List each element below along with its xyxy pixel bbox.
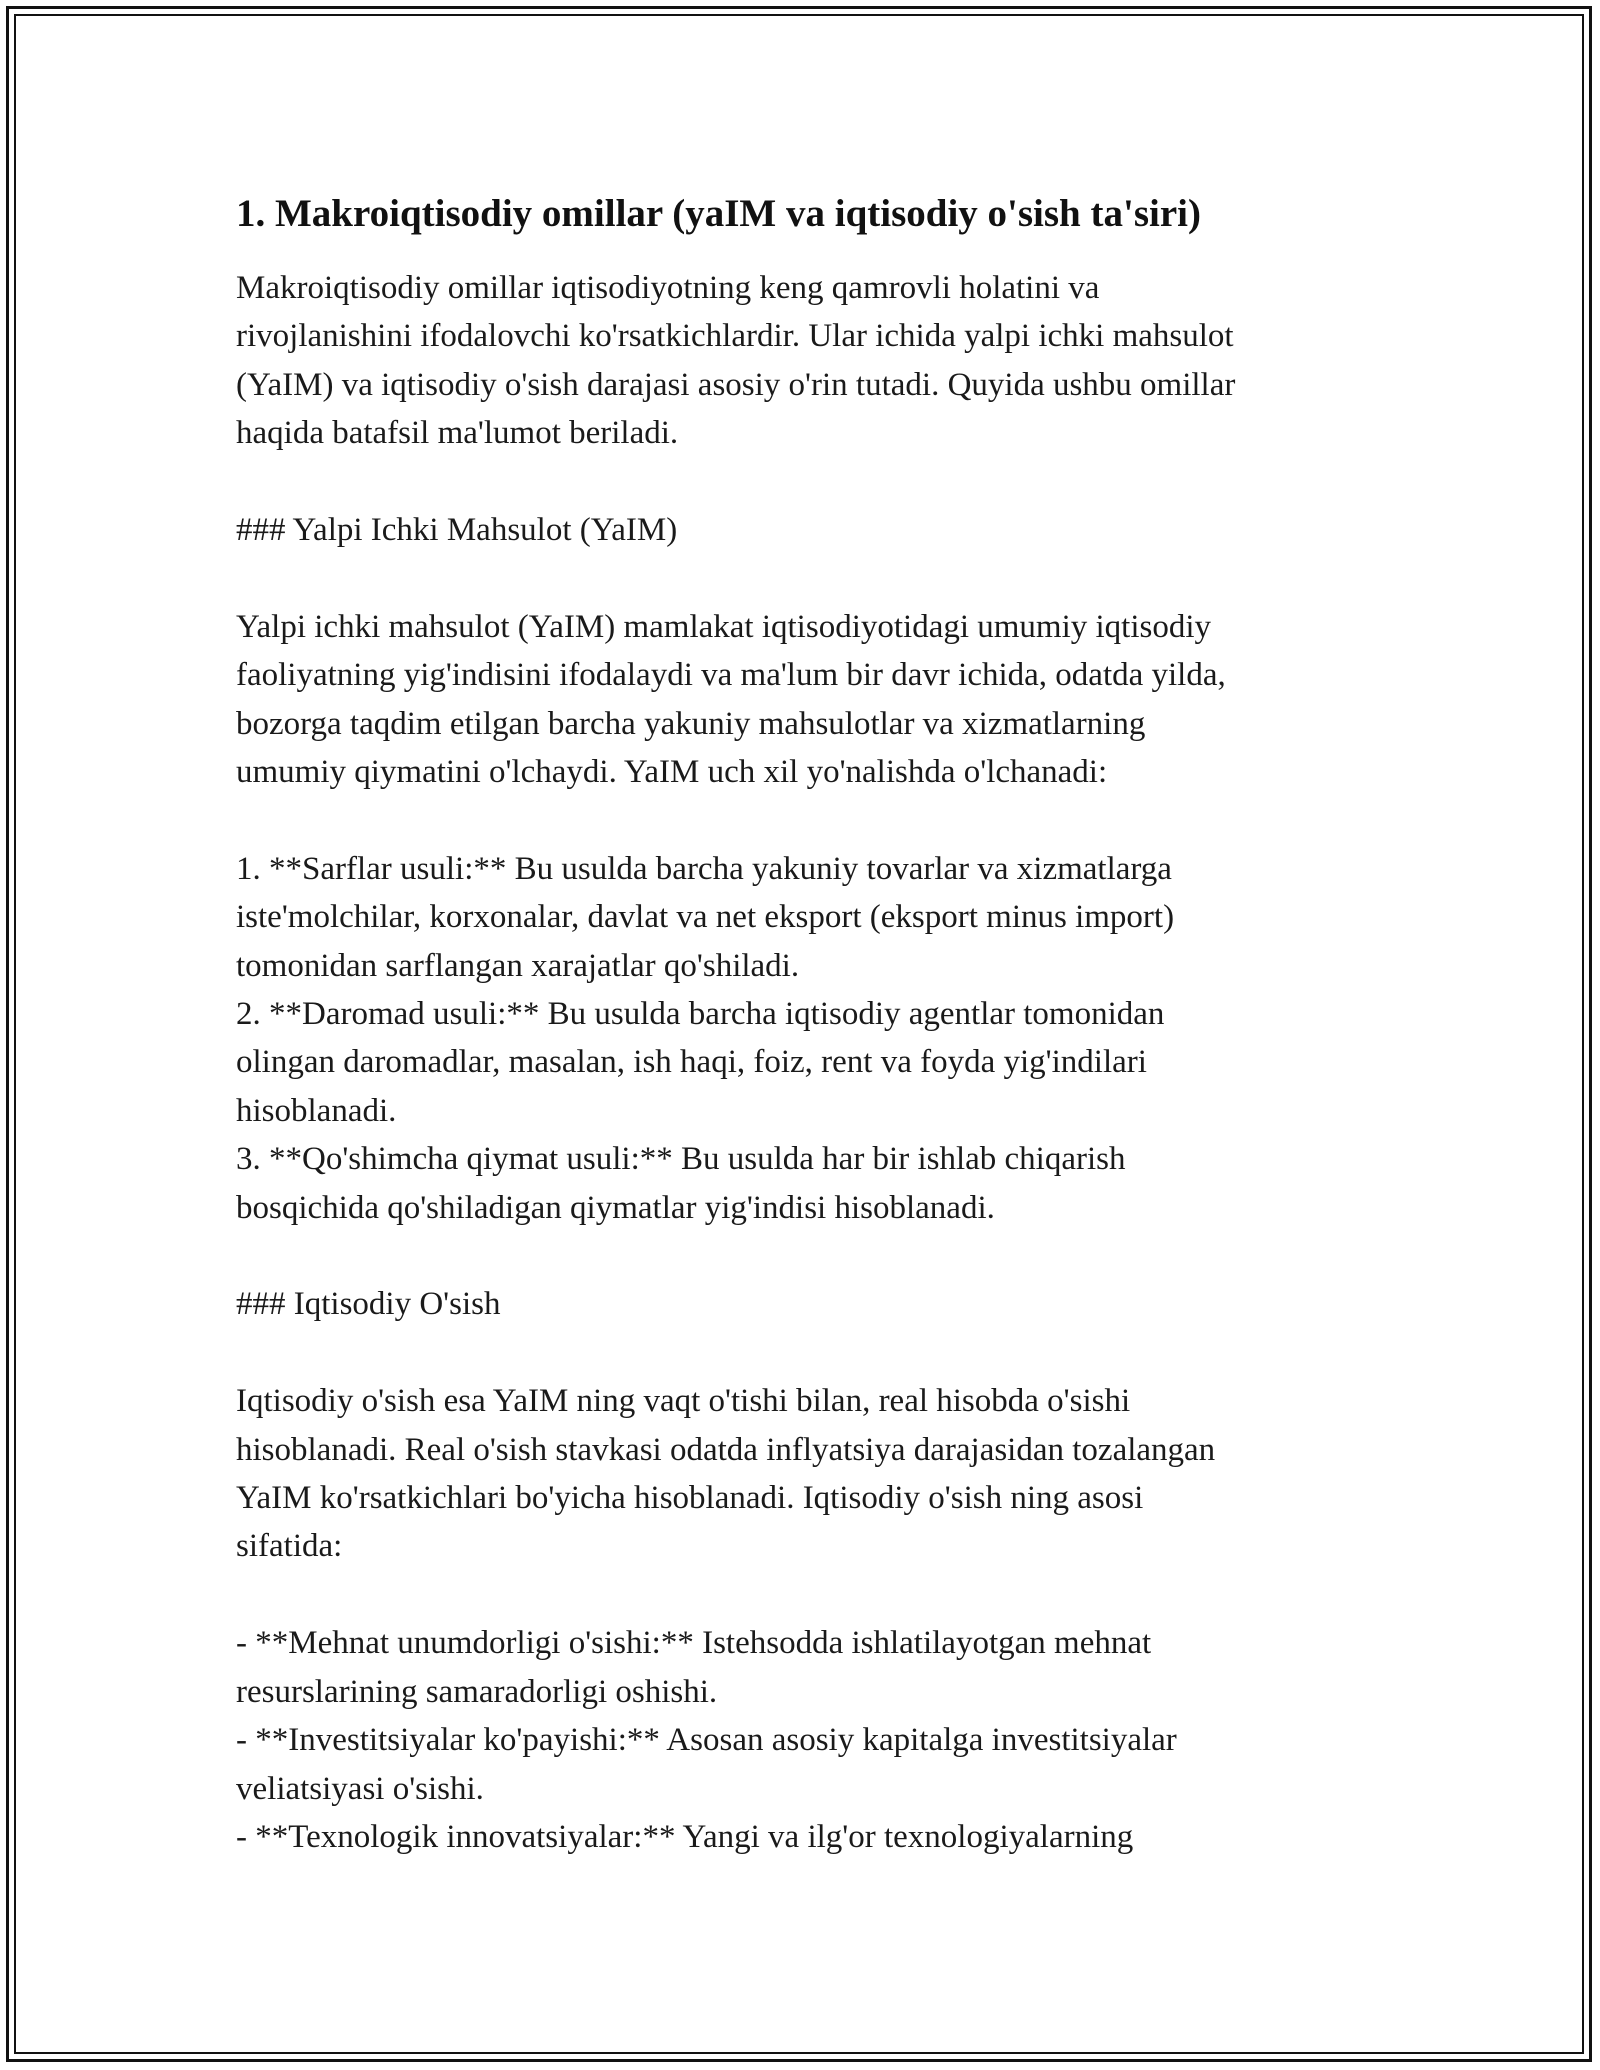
section-heading-gdp: ### Yalpi Ichki Mahsulot (YaIM) — [236, 512, 678, 549]
growth-paragraph — [236, 1377, 1376, 1571]
section-heading-growth: ### Iqtisodiy O'sish — [236, 1286, 501, 1323]
blank-line — [236, 1232, 1376, 1280]
list-item-continuation: veliatsiyasi o'sishi. — [236, 1770, 484, 1807]
text-line: rivojlanishini ifodalovchi ko'rsatkichlardir. Ular ichida yalpi ichki mahsulot — [236, 318, 1234, 355]
text-line: umumiy qiymatini o'lchaydi. YaIM uch xil yo'nalishda o'lchanadi: — [236, 754, 1108, 791]
gdp-paragraph — [236, 603, 1376, 797]
text-line: sifatida: — [236, 1528, 343, 1565]
text-line: haqida batafsil ma'lumot beriladi. — [236, 415, 679, 452]
intro-paragraph — [236, 264, 1376, 458]
list-item: 1. **Sarflar usuli:** Bu usulda barcha yakuniy tovarlar va xizmatlarga — [236, 850, 1172, 887]
blank-line — [236, 1571, 1376, 1619]
text-line: (YaIM) va iqtisodiy o'sish darajasi asosiy o'rin tutadi. Quyida ushbu omillar — [236, 366, 1236, 403]
document-title: 1. Makroiqtisodiy omillar (yaIM va iqtisodiy o'sish ta'siri) — [236, 192, 1201, 235]
text-line: Makroiqtisodiy omillar iqtisodiyotning keng qamrovli holatini va — [236, 270, 1100, 306]
list-item-continuation: bosqichida qo'shiladigan qiymatlar yig'indisi hisoblanadi. — [236, 1189, 995, 1226]
list-item: 2. **Daromad usuli:** Bu usulda barcha iqtisodiy agentlar tomonidan — [236, 996, 1165, 1033]
list-item-continuation: resurslarining samaradorligi oshishi. — [236, 1673, 718, 1710]
factors-list — [236, 1619, 1376, 1861]
list-item-continuation: hisoblanadi. — [236, 1092, 397, 1129]
text-line: hisoblanadi. Real o'sish stavkasi odatda inflyatsiya darajasidan tozalangan — [236, 1431, 1216, 1468]
blank-line — [236, 458, 1376, 506]
text-line: faoliyatning yig'indisini ifodalaydi va ma'lum bir davr ichida, odatda yilda, — [236, 657, 1226, 694]
text-line: Yalpi ichki mahsulot (YaIM) mamlakat iqtisodiyotidagi umumiy iqtisodiy — [236, 608, 1212, 645]
list-item: - **Investitsiyalar ko'payishi:** Asosan asosiy kapitalga investitsiyalar — [236, 1722, 1177, 1759]
list-item: - **Texnologik innovatsiyalar:** Yangi va ilg'or texnologiyalarning — [236, 1818, 1134, 1855]
list-item-continuation: tomonidan sarflangan xarajatlar qo'shiladi. — [236, 947, 800, 984]
list-item: - **Mehnat unumdorligi o'sishi:** Istehsodda ishlatilayotgan mehnat — [236, 1625, 1152, 1662]
methods-list — [236, 845, 1376, 1232]
blank-line — [236, 1329, 1376, 1377]
document-body — [236, 188, 1376, 1861]
text-line: YaIM ko'rsatkichlari bo'yicha hisoblanadi. Iqtisodiy o'sish ning asosi — [236, 1480, 1144, 1517]
list-item-continuation: olingan daromadlar, masalan, ish haqi, foiz, rent va foyda yig'indilari — [236, 1044, 1147, 1081]
blank-line — [236, 796, 1376, 844]
text-line: Iqtisodiy o'sish esa YaIM ning vaqt o'tishi bilan, real hisobda o'sishi — [236, 1383, 1131, 1420]
text-line: bozorga taqdim etilgan barcha yakuniy mahsulotlar va xizmatlarning — [236, 705, 1146, 742]
list-item: 3. **Qo'shimcha qiymat usuli:** Bu usulda har bir ishlab chiqarish — [236, 1141, 1126, 1178]
blank-line — [236, 554, 1376, 602]
list-item-continuation: iste'molchilar, korxonalar, davlat va net eksport (eksport minus import) — [236, 899, 1175, 936]
